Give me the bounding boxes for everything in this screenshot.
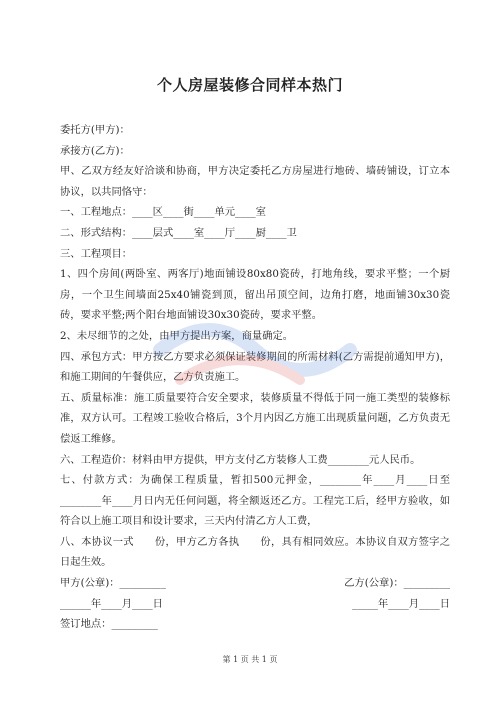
party-a-seal: 甲方(公章)：_________ [60,577,166,590]
document-title: 个人房屋装修合同样本热门 [156,76,343,94]
paragraph-item-2: 2、未尽细节的之处，由甲方提出方案，商量确定。 [60,329,294,342]
paragraph-client: 委托方(甲方)： [60,124,130,136]
paragraph-contracting: 四、承包方式：甲方按乙方要求必须保证装修期间的所需材料(乙方需提前通知甲方)，和施工期间的午餐供应，乙方负责施工。 [60,350,450,384]
signing-place: 签订地点：_________ [60,618,158,631]
paragraph-item-1: 1、四个房间(两卧室、两客厅)地面铺设80x80瓷砖，打地角线，要求平整；一个厨房，一个卫生间墙面25x40铺瓷到顶，留出吊顶空间，边角打磨，地面铺30x30瓷砖，要求平整;两个阳台地面铺设30x30瓷砖，要求平整。 [60,268,450,322]
party-a-date: ______年____月____日 [60,597,163,610]
party-b-seal: 乙方(公章)：_________ [344,577,450,590]
date-row [60,594,450,615]
paragraph-copies: 八、本协议一式 份，甲方乙方各执 份，具有相同效应。本协议自双方签字之日起生效。 [60,535,450,569]
page-footer: 第 1 页 共 1 页 [222,655,278,664]
party-b-date: _____年____月____日 [352,597,450,610]
paragraph-quality: 五、质量标准：施工质量要符合安全要求，装修质量不得低于同一施工类型的装修标准，双方认可。工程竣工验收合格后，3个月内因乙方施工出现质量问题，乙方负责无偿返工维修。 [60,391,450,445]
paragraph-items-heading: 三、工程项目： [60,247,133,260]
document-body [60,120,450,635]
paragraph-contractor: 承接方(乙方)： [60,144,130,157]
paragraph-structure: 二、形式结构：____层式____室____厅____厨____卫 [60,226,297,239]
signature-row [60,573,450,594]
paragraph-location: 一、工程地点：____区____街____单元____室 [60,206,266,219]
paragraph-cost: 六、工程造价：材料由甲方提供，甲方支付乙方装修人工费________元人民币。 [60,453,421,466]
paragraph-intro: 甲、乙双方经友好洽谈和协商，甲方决定委托乙方房屋进行地砖、墙砖铺设，订立本协议，以共同恪守： [60,165,450,198]
paragraph-payment: 七、付款方式：为确保工程质量，暂扣500元押金，________年____月____日至________年____月日内无任何问题，将全额返还乙方。工程完工后，经甲方验收，如符合以上施工项目和设计要求，三天内付清乙方人工费， [60,474,450,528]
